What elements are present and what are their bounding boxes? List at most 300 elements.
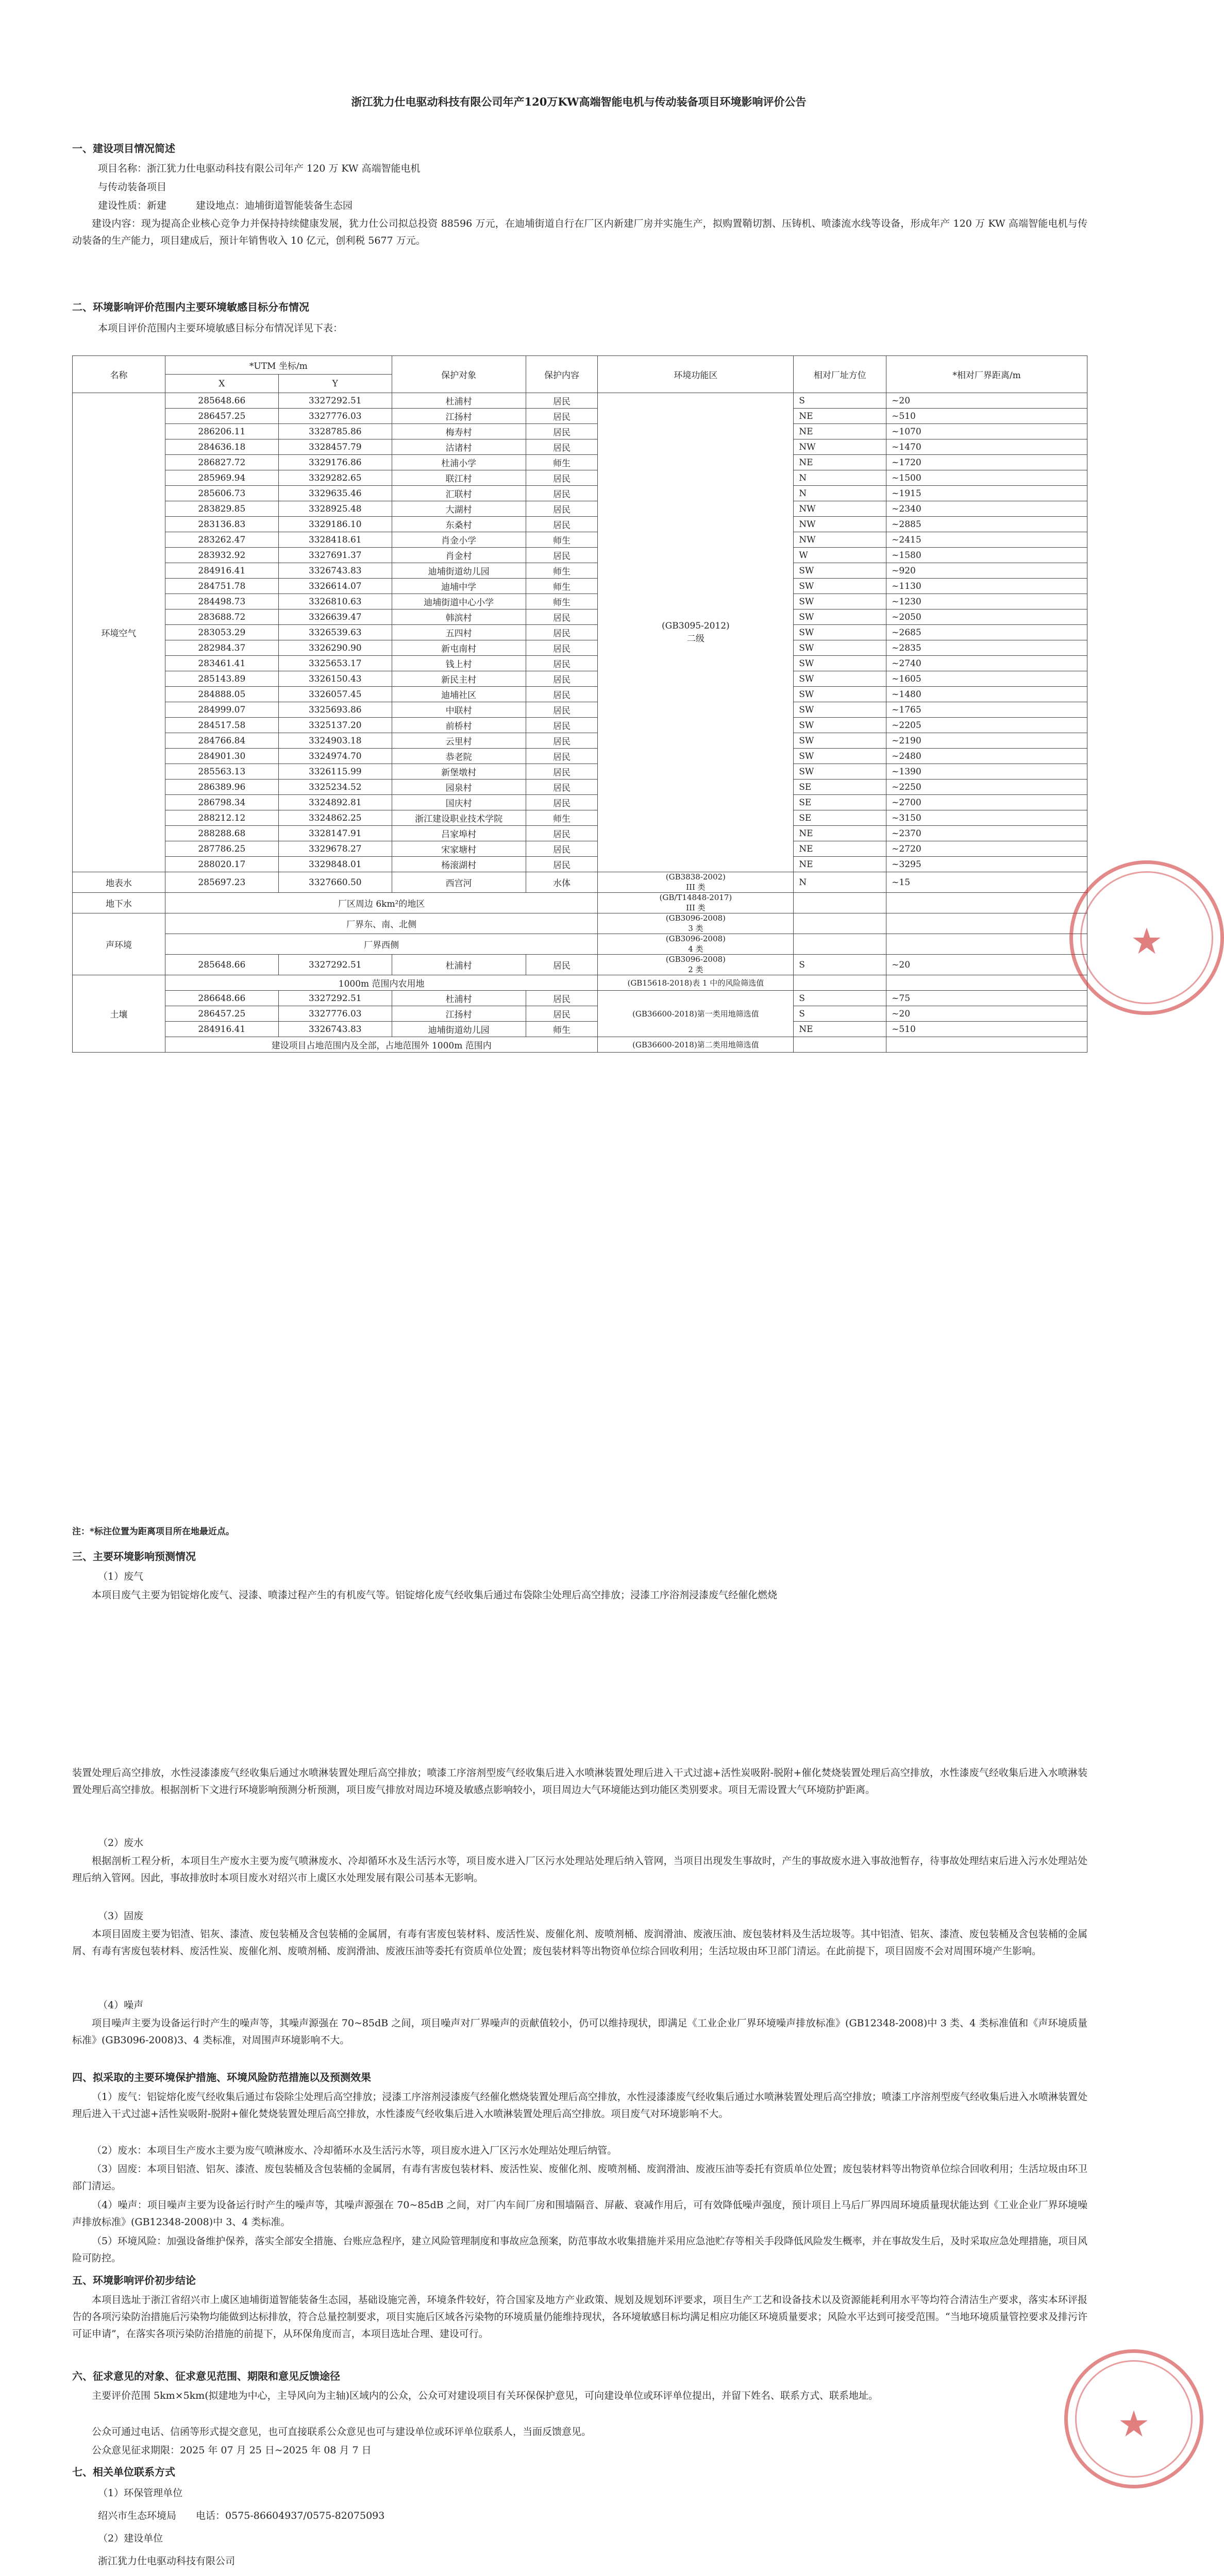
coord-y: 3328925.48 bbox=[278, 501, 392, 517]
coord-x: 284916.41 bbox=[165, 563, 278, 579]
direction: SW bbox=[794, 594, 886, 609]
table-row bbox=[73, 439, 1087, 455]
direction: NW bbox=[794, 439, 886, 455]
direction: NW bbox=[794, 517, 886, 532]
coord-x: 283932.92 bbox=[165, 548, 278, 563]
table-row bbox=[73, 749, 1087, 764]
distance: ~1230 bbox=[886, 594, 1087, 609]
solid-waste-paragraph: 本项目固废主要为铝渣、铝灰、漆渣、废包装桶及含包装桶的金属屑，有毒有害废包装材料、废活性炭、废催化剂、废喷剂桶、废润滑油、废液压油、废包装材料及生活垃圾等。其中铝渣、铝灰、漆渣、废包装桶及含包装桶的金属屑、有毒有害废包装材料、废活性炭、废催化剂、废喷剂桶、废润滑油、废液压油等委托有资质单位处置；废包装材料等出物资单位综合回收利用；生活垃圾由环卫部门清运。在此前提下，项目固废不会对周围环境产生影响。 bbox=[72, 1928, 1087, 1957]
project-name-line2: 与传动装备项目 bbox=[98, 181, 167, 193]
coord-x: 286389.96 bbox=[165, 779, 278, 795]
table-row bbox=[73, 486, 1087, 501]
distance: ~2740 bbox=[886, 656, 1087, 671]
target-name: 新民主村 bbox=[392, 671, 526, 687]
target-content: 师生 bbox=[526, 532, 598, 548]
direction: SE bbox=[794, 795, 886, 810]
coord-y: 3327776.03 bbox=[278, 1006, 392, 1022]
target-name: 迪埔中学 bbox=[392, 579, 526, 594]
target-content: 居民 bbox=[526, 955, 598, 975]
direction bbox=[794, 934, 886, 955]
coord-x: 287786.25 bbox=[165, 841, 278, 857]
target-name: 大湖村 bbox=[392, 501, 526, 517]
coord-x: 285563.13 bbox=[165, 764, 278, 779]
distance: ~2415 bbox=[886, 532, 1087, 548]
coord-y: 3326743.83 bbox=[278, 563, 392, 579]
target-name: 肖金村 bbox=[392, 548, 526, 563]
target-name: 沽诸村 bbox=[392, 439, 526, 455]
coord-y: 3326057.45 bbox=[278, 687, 392, 702]
target-name: 迪埔街道中心小学 bbox=[392, 594, 526, 609]
coord-x: 283053.29 bbox=[165, 625, 278, 640]
function-zone: (GB3838-2002) III 类 bbox=[598, 872, 794, 893]
coord-y: 3328785.86 bbox=[278, 424, 392, 439]
consultation-period: 公众意见征求期限：2025 年 07 月 25 日~2025 年 08 月 7 日 bbox=[92, 2445, 372, 2456]
table-row bbox=[73, 579, 1087, 594]
table-body bbox=[73, 393, 1087, 1053]
header-coord: *UTM 坐标/m bbox=[165, 356, 392, 375]
target-name: 五四村 bbox=[392, 625, 526, 640]
distance: ~1720 bbox=[886, 455, 1087, 470]
distance: ~2700 bbox=[886, 795, 1087, 810]
coord-y: 3326639.47 bbox=[278, 609, 392, 625]
target-name: 迪埔街道幼儿园 bbox=[392, 1022, 526, 1037]
distance bbox=[886, 893, 1087, 913]
waste-water-subheading: （2）废水 bbox=[98, 1837, 144, 1849]
distance: ~2835 bbox=[886, 640, 1087, 656]
table-row bbox=[73, 470, 1087, 486]
table-row bbox=[73, 779, 1087, 795]
coord-y: 3327691.37 bbox=[278, 548, 392, 563]
direction bbox=[794, 893, 886, 913]
table-row bbox=[73, 857, 1087, 872]
section3-heading: 三、主要环境影响预测情况 bbox=[72, 1550, 196, 1563]
direction: SW bbox=[794, 656, 886, 671]
direction: SW bbox=[794, 671, 886, 687]
target-content: 居民 bbox=[526, 671, 598, 687]
distance: ~2885 bbox=[886, 517, 1087, 532]
distance: ~1070 bbox=[886, 424, 1087, 439]
coord-y: 3325234.52 bbox=[278, 779, 392, 795]
distance bbox=[886, 1037, 1087, 1053]
contact-line-4: 浙江犹力仕电驱动科技有限公司 bbox=[98, 2555, 236, 2567]
target-name: 韩滨村 bbox=[392, 609, 526, 625]
coord-x: 283461.41 bbox=[165, 656, 278, 671]
target-content: 居民 bbox=[526, 795, 598, 810]
target-content: 居民 bbox=[526, 857, 598, 872]
category-ground-water: 地下水 bbox=[73, 893, 165, 913]
target-name: 吕家埠村 bbox=[392, 826, 526, 841]
coord-x: 288288.68 bbox=[165, 826, 278, 841]
coord-x: 286648.66 bbox=[165, 991, 278, 1006]
coord-y: 3327660.50 bbox=[278, 872, 392, 893]
direction: SE bbox=[794, 779, 886, 795]
direction: NE bbox=[794, 455, 886, 470]
coord-y: 3327292.51 bbox=[278, 955, 392, 975]
target-content: 居民 bbox=[526, 656, 598, 671]
target-content: 居民 bbox=[526, 841, 598, 857]
target-name: 园泉村 bbox=[392, 779, 526, 795]
table-row bbox=[73, 733, 1087, 749]
coord-y: 3324903.18 bbox=[278, 733, 392, 749]
range: 厂区周边 6km²的地区 bbox=[165, 893, 598, 913]
section2-intro: 本项目评价范围内主要环境敏感目标分布情况详见下表： bbox=[98, 323, 343, 334]
table-row bbox=[73, 625, 1087, 640]
coord-x: 284498.73 bbox=[165, 594, 278, 609]
conclusion-paragraph: 本项目选址于浙江省绍兴市上虞区迪埔街道智能装备生态园，基础设施完善，环境条件较好，符合国家及地方产业政策、规划及规划环评要求，项目生产工艺和设备技术以及资源能耗利用水平等均符合清洁生产要求，落实本环评报告的各项污染防治措施后污染物均能做到达标排放，符合总量控制要求，项目实施后区域各污染物的环境质量仍能维持现状，各环境敏感目标均满足相应功能区环境质量要求；风险水平达到可接受范围。“当地环境质量管控要求及排污许可证申请”，在落实各项污染防治措施的前提下，从环保角度而言，本项目选址合理、建设可行。 bbox=[72, 2294, 1087, 2340]
target-content: 居民 bbox=[526, 625, 598, 640]
target-name: 杜浦村 bbox=[392, 991, 526, 1006]
target-name: 梅寿村 bbox=[392, 424, 526, 439]
contact-line-1: （1）环保管理单位 bbox=[98, 2487, 183, 2499]
function-zone: (GB3096-2008) 3 类 bbox=[598, 913, 794, 934]
table-row bbox=[73, 424, 1087, 439]
distance: ~2190 bbox=[886, 733, 1087, 749]
air-function-zone: (GB3095-2012) 二级 bbox=[598, 393, 794, 872]
distance: ~1390 bbox=[886, 764, 1087, 779]
target-name: 杜浦村 bbox=[392, 955, 526, 975]
distance: ~75 bbox=[886, 991, 1087, 1006]
target-content: 居民 bbox=[526, 501, 598, 517]
coord-x: 284636.18 bbox=[165, 439, 278, 455]
distance: ~3150 bbox=[886, 810, 1087, 826]
target-content: 居民 bbox=[526, 640, 598, 656]
target-name: 联江村 bbox=[392, 470, 526, 486]
coord-y: 3325653.17 bbox=[278, 656, 392, 671]
target-name: 肖金小学 bbox=[392, 532, 526, 548]
direction: NE bbox=[794, 857, 886, 872]
project-name-line1: 项目名称：浙江犹力仕电驱动科技有限公司年产 120 万 KW 高端智能电机 bbox=[98, 163, 421, 174]
function-zone: (GB36600-2018)第二类用地筛选值 bbox=[598, 1037, 794, 1053]
direction: SW bbox=[794, 749, 886, 764]
table-row bbox=[73, 455, 1087, 470]
coord-x: 284901.30 bbox=[165, 749, 278, 764]
target-name: 迪埔街道幼儿园 bbox=[392, 563, 526, 579]
table-note: 注：*标注位置为距离项目所在地最近点。 bbox=[72, 1527, 234, 1537]
header-x: X bbox=[165, 375, 278, 393]
table-row bbox=[73, 594, 1087, 609]
direction: S bbox=[794, 991, 886, 1006]
direction: N bbox=[794, 470, 886, 486]
coord-x: 288020.17 bbox=[165, 857, 278, 872]
coord-x: 283262.47 bbox=[165, 532, 278, 548]
distance: ~1580 bbox=[886, 548, 1087, 563]
direction bbox=[794, 975, 886, 991]
category-soil: 土壤 bbox=[73, 975, 165, 1053]
direction: S bbox=[794, 955, 886, 975]
table-row bbox=[73, 826, 1087, 841]
distance: ~20 bbox=[886, 1006, 1087, 1022]
coord-x: 286206.11 bbox=[165, 424, 278, 439]
target-name: 恭老院 bbox=[392, 749, 526, 764]
direction: NE bbox=[794, 424, 886, 439]
project-nature: 建设性质：新建 建设地点：迪埔街道智能装备生态园 bbox=[98, 200, 353, 211]
target-name: 钱上村 bbox=[392, 656, 526, 671]
target-content: 师生 bbox=[526, 579, 598, 594]
target-content: 居民 bbox=[526, 424, 598, 439]
coord-x: 284751.78 bbox=[165, 579, 278, 594]
target-name: 汇联村 bbox=[392, 486, 526, 501]
target-name: 江扬村 bbox=[392, 1006, 526, 1022]
table-row bbox=[73, 1006, 1087, 1022]
target-name: 西宫河 bbox=[392, 872, 526, 893]
direction: SE bbox=[794, 810, 886, 826]
contact-line-3: （2）建设单位 bbox=[98, 2533, 163, 2544]
direction: SW bbox=[794, 579, 886, 594]
measure-water: （2）废水：本项目生产废水主要为废气喷淋废水、冷却循环水及生活污水等，项目废水进入厂区污水处理站处理后纳管。 bbox=[92, 2145, 617, 2156]
target-content: 居民 bbox=[526, 548, 598, 563]
distance: ~1605 bbox=[886, 671, 1087, 687]
coord-y: 3326115.99 bbox=[278, 764, 392, 779]
project-content: 建设内容：现为提高企业核心竞争力并保持持续健康发展，犹力仕公司拟总投资 88596 万元，在迪埔街道自行在厂区内新建厂房并实施生产，拟购置鞘切割、压铸机、喷漆流水线等设备，形成年产 120 万 KW 高端智能电机与传动装备的生产能力，项目建成后，预计年销售收入 10 亿元，创利税 5677 万元。 bbox=[72, 218, 1087, 246]
table-row bbox=[73, 955, 1087, 975]
table-row bbox=[73, 548, 1087, 563]
table-row bbox=[73, 393, 1087, 409]
header-name: 名称 bbox=[73, 356, 165, 393]
measure-gas: （1）废气：铝锭熔化废气经收集后通过布袋除尘处理后高空排放；浸漆工序溶剂浸漆废气经催化燃烧装置处理后高空排放，水性浸漆漆废气经收集后通过水喷淋装置处理后高空排放；喷漆工序溶剂型废气经收集后进入水喷淋装置处理后进入干式过滤+活性炭吸附-脱附+催化焚烧装置处理后高空排放，水性漆废气经收集后进入水喷淋装置处理后高空排放。项目废气对环境影响不大。 bbox=[72, 2091, 1087, 2120]
target-content: 居民 bbox=[526, 409, 598, 424]
coord-x: 285648.66 bbox=[165, 955, 278, 975]
target-name: 杨滚湖村 bbox=[392, 857, 526, 872]
table-row bbox=[73, 1037, 1087, 1053]
coord-y: 3326614.07 bbox=[278, 579, 392, 594]
target-content: 师生 bbox=[526, 563, 598, 579]
direction: NE bbox=[794, 1022, 886, 1037]
direction: SW bbox=[794, 687, 886, 702]
distance: ~2205 bbox=[886, 718, 1087, 733]
coord-y: 3329176.86 bbox=[278, 455, 392, 470]
coord-y: 3324974.70 bbox=[278, 749, 392, 764]
target-content: 水体 bbox=[526, 872, 598, 893]
function-zone: (GB/T14848-2017) III 类 bbox=[598, 893, 794, 913]
direction: SW bbox=[794, 609, 886, 625]
coord-x: 285606.73 bbox=[165, 486, 278, 501]
coord-y: 3328457.79 bbox=[278, 439, 392, 455]
target-content: 居民 bbox=[526, 718, 598, 733]
range: 1000m 范围内农用地 bbox=[165, 975, 598, 991]
company-seal-stamp-2: ★ bbox=[1064, 2349, 1203, 2488]
section7-heading: 七、相关单位联系方式 bbox=[72, 2466, 175, 2478]
category-surface-water: 地表水 bbox=[73, 872, 165, 893]
direction: NE bbox=[794, 841, 886, 857]
direction: SW bbox=[794, 702, 886, 718]
header-target: 保护对象 bbox=[392, 356, 526, 393]
document-title: 浙江犹力仕电驱动科技有限公司年产120万KW高端智能电机与传动装备项目环境影响评价公告 bbox=[351, 95, 807, 108]
target-content: 师生 bbox=[526, 455, 598, 470]
function-zone: (GB15618-2018)表 1 中的风险筛选值 bbox=[598, 975, 794, 991]
target-content: 居民 bbox=[526, 702, 598, 718]
coord-y: 3326810.63 bbox=[278, 594, 392, 609]
direction bbox=[794, 913, 886, 934]
coord-x: 284517.58 bbox=[165, 718, 278, 733]
distance bbox=[886, 975, 1087, 991]
section1-heading: 一、建设项目情况简述 bbox=[72, 142, 175, 155]
category-air: 环境空气 bbox=[73, 393, 165, 872]
coord-y: 3326150.43 bbox=[278, 671, 392, 687]
distance: ~510 bbox=[886, 409, 1087, 424]
table-row bbox=[73, 1022, 1087, 1037]
table-row bbox=[73, 671, 1087, 687]
distance: ~1915 bbox=[886, 486, 1087, 501]
target-content: 居民 bbox=[526, 439, 598, 455]
coord-y: 3329678.27 bbox=[278, 841, 392, 857]
section2-heading: 二、环境影响评价范围内主要环境敏感目标分布情况 bbox=[72, 301, 309, 313]
direction: N bbox=[794, 872, 886, 893]
direction: NW bbox=[794, 501, 886, 517]
target-content: 居民 bbox=[526, 764, 598, 779]
coord-y: 3326743.83 bbox=[278, 1022, 392, 1037]
header-direction: 相对厂址方位 bbox=[794, 356, 886, 393]
coord-x: 286827.72 bbox=[165, 455, 278, 470]
target-name: 浙江建设职业技术学院 bbox=[392, 810, 526, 826]
table-row bbox=[73, 409, 1087, 424]
coord-y: 3326539.63 bbox=[278, 625, 392, 640]
direction: NE bbox=[794, 409, 886, 424]
solid-waste-subheading: （3）固废 bbox=[98, 1910, 144, 1922]
coord-x: 284766.84 bbox=[165, 733, 278, 749]
target-content: 居民 bbox=[526, 749, 598, 764]
table-row bbox=[73, 563, 1087, 579]
range: 建设项目占地范围内及全部，占地范围外 1000m 范围内 bbox=[165, 1037, 598, 1053]
coord-y: 3327292.51 bbox=[278, 991, 392, 1006]
table-row bbox=[73, 532, 1087, 548]
direction: SW bbox=[794, 733, 886, 749]
measure-risk: （5）环境风险：加强设备维护保养，落实全部安全措施、台账应急程序，建立风险管理制度和事故应急预案，防范事故水收集措施并采用应急池贮存等相关手段降低风险发生概率，并在事故发生后，及时采取应急处理措施，项目风险可防控。 bbox=[72, 2235, 1087, 2264]
distance: ~2685 bbox=[886, 625, 1087, 640]
table-row bbox=[73, 934, 1087, 955]
target-name: 东桑村 bbox=[392, 517, 526, 532]
target-name: 中联村 bbox=[392, 702, 526, 718]
table-row bbox=[73, 975, 1087, 991]
consultation-scope: 主要评价范围 5km×5km(拟建地为中心，主导风向为主轴)区域内的公众，公众可对建设项目有关环保保护意见，可向建设单位或环评单位提出，并留下姓名、联系方式、联系地址。 bbox=[92, 2390, 879, 2401]
distance: ~2370 bbox=[886, 826, 1087, 841]
direction: S bbox=[794, 393, 886, 409]
target-name: 杜浦村 bbox=[392, 393, 526, 409]
table-row bbox=[73, 687, 1087, 702]
section5-heading: 五、环境影响评价初步结论 bbox=[72, 2274, 196, 2286]
target-content: 居民 bbox=[526, 826, 598, 841]
target-name: 迪埔社区 bbox=[392, 687, 526, 702]
coord-x: 286457.25 bbox=[165, 409, 278, 424]
coord-y: 3327776.03 bbox=[278, 409, 392, 424]
direction: N bbox=[794, 486, 886, 501]
company-seal-stamp: ★ bbox=[1069, 860, 1224, 1015]
distance: ~1480 bbox=[886, 687, 1087, 702]
direction bbox=[794, 1037, 886, 1053]
table-row bbox=[73, 501, 1087, 517]
function-zone: (GB3096-2008) 2 类 bbox=[598, 955, 794, 975]
direction: S bbox=[794, 1006, 886, 1022]
table-row bbox=[73, 991, 1087, 1006]
distance: ~2720 bbox=[886, 841, 1087, 857]
target-content: 居民 bbox=[526, 1006, 598, 1022]
target-content: 居民 bbox=[526, 486, 598, 501]
table-row bbox=[73, 893, 1087, 913]
coord-x: 285969.94 bbox=[165, 470, 278, 486]
target-content: 居民 bbox=[526, 393, 598, 409]
function-zone: (GB3096-2008) 4 类 bbox=[598, 934, 794, 955]
direction: SW bbox=[794, 563, 886, 579]
coord-x: 282984.37 bbox=[165, 640, 278, 656]
distance: ~2480 bbox=[886, 749, 1087, 764]
section6-heading: 六、征求意见的对象、征求意见范围、期限和意见反馈途径 bbox=[72, 2370, 340, 2382]
target-content: 居民 bbox=[526, 991, 598, 1006]
header-function-zone: 环境功能区 bbox=[598, 356, 794, 393]
direction: NE bbox=[794, 826, 886, 841]
distance: ~1130 bbox=[886, 579, 1087, 594]
coord-y: 3324892.81 bbox=[278, 795, 392, 810]
measure-noise: （4）噪声：项目噪声主要为设备运行时产生的噪声等，其噪声源强在 70~85dB 之间，对厂内车间厂房和围墙隔音、屏蔽、衰减作用后，可有效降低噪声强度，预计项目上马后厂界四周环境质量现状能达到《工业企业厂界环境噪声排放标准》(GB12348-2008)中 3、4 类标准。 bbox=[72, 2199, 1087, 2228]
distance bbox=[886, 934, 1087, 955]
target-name: 国庆村 bbox=[392, 795, 526, 810]
table-row bbox=[73, 841, 1087, 857]
direction: SW bbox=[794, 764, 886, 779]
table-row bbox=[73, 517, 1087, 532]
target-content: 居民 bbox=[526, 517, 598, 532]
direction: W bbox=[794, 548, 886, 563]
section4-heading: 四、拟采取的主要环境保护措施、环境风险防范措施以及预测效果 bbox=[72, 2071, 371, 2083]
range: 厂界西侧 bbox=[165, 934, 598, 955]
coord-y: 3329186.10 bbox=[278, 517, 392, 532]
coord-x: 285648.66 bbox=[165, 393, 278, 409]
target-name: 江扬村 bbox=[392, 409, 526, 424]
waste-gas-subheading: （1）废气 bbox=[98, 1571, 144, 1582]
table-row bbox=[73, 718, 1087, 733]
header-distance: *相对厂界距离/m bbox=[886, 356, 1087, 393]
distance: ~1470 bbox=[886, 439, 1087, 455]
noise-paragraph: 项目噪声主要为设备运行时产生的噪声等，其噪声源强在 70~85dB 之间，项目噪声对厂界噪声的贡献值较小，仍可以维持现状，即满足《工业企业厂界环境噪声排放标准》(GB12348-2008)中 3 类、4 类标准值和《声环境质量标准》(GB3096-2008)3、4 类标准，对周围声环境影响不大。 bbox=[72, 2018, 1087, 2046]
distance: ~510 bbox=[886, 1022, 1087, 1037]
function-zone: (GB36600-2018)第一类用地筛选值 bbox=[598, 991, 794, 1037]
coord-y: 3325137.20 bbox=[278, 718, 392, 733]
header-content: 保护内容 bbox=[526, 356, 598, 393]
distance: ~20 bbox=[886, 393, 1087, 409]
coord-y: 3329635.46 bbox=[278, 486, 392, 501]
coord-x: 284999.07 bbox=[165, 702, 278, 718]
distance: ~1765 bbox=[886, 702, 1087, 718]
coord-y: 3324862.25 bbox=[278, 810, 392, 826]
coord-x: 288212.12 bbox=[165, 810, 278, 826]
distance: ~1500 bbox=[886, 470, 1087, 486]
target-name: 新堡墩村 bbox=[392, 764, 526, 779]
target-content: 居民 bbox=[526, 687, 598, 702]
target-content: 居民 bbox=[526, 470, 598, 486]
coord-y: 3329282.65 bbox=[278, 470, 392, 486]
direction: SW bbox=[794, 625, 886, 640]
distance: ~3295 bbox=[886, 857, 1087, 872]
header-y: Y bbox=[278, 375, 392, 393]
target-content: 居民 bbox=[526, 733, 598, 749]
target-content: 居民 bbox=[526, 779, 598, 795]
coord-x: 283688.72 bbox=[165, 609, 278, 625]
table-row bbox=[73, 872, 1087, 893]
target-name: 杜浦小学 bbox=[392, 455, 526, 470]
coord-y: 3325693.86 bbox=[278, 702, 392, 718]
table-row bbox=[73, 609, 1087, 625]
direction: NW bbox=[794, 532, 886, 548]
coord-y: 3327292.51 bbox=[278, 393, 392, 409]
contact-line-2: 绍兴市生态环境局 电话：0575-86604937/0575-82075093 bbox=[98, 2510, 385, 2521]
target-name: 前桥村 bbox=[392, 718, 526, 733]
coord-x: 284888.05 bbox=[165, 687, 278, 702]
coord-y: 3329848.01 bbox=[278, 857, 392, 872]
sensitive-targets-table bbox=[72, 355, 1087, 1053]
coord-y: 3326290.90 bbox=[278, 640, 392, 656]
coord-x: 285143.89 bbox=[165, 671, 278, 687]
waste-gas-paragraph-b: 装置处理后高空排放，水性浸漆漆废气经收集后通过水喷淋装置处理后高空排放；喷漆工序溶剂型废气经收集后进入水喷淋装置处理后进入干式过滤+活性炭吸附-脱附+催化焚烧装置处理后高空排放，水性漆废气经收集后进入水喷淋装置处理后高空排放。根据剖析下文进行环境影响预测分析预测，项目废气排放对周边环境及敏感点影响较小，项目周边大气环境能达到功能区类别要求。项目无需设置大气环境防护距离。 bbox=[72, 1767, 1087, 1795]
distance: ~920 bbox=[886, 563, 1087, 579]
target-content: 师生 bbox=[526, 810, 598, 826]
target-name: 云里村 bbox=[392, 733, 526, 749]
